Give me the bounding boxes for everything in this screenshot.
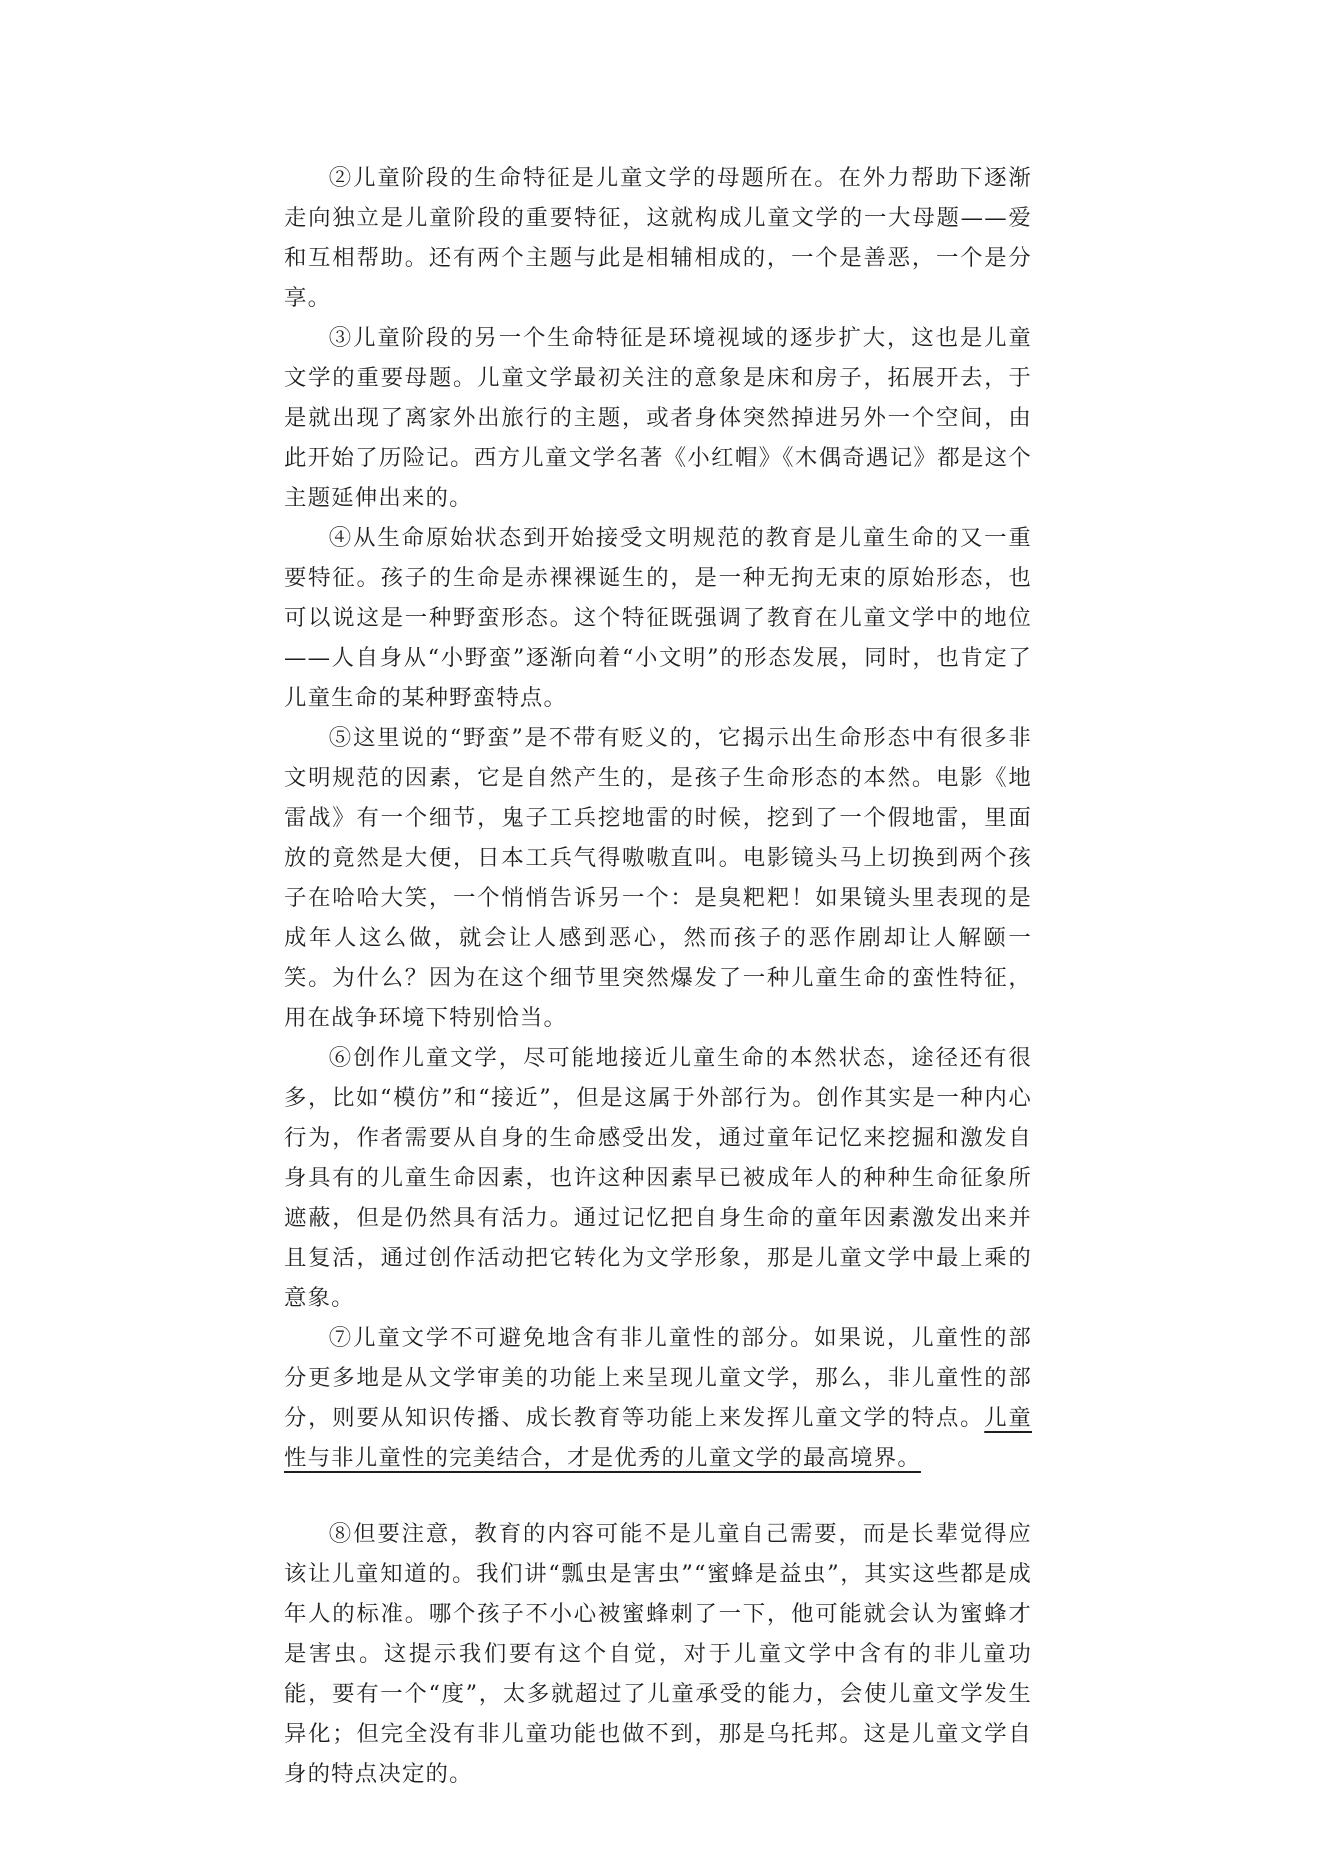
article-body xyxy=(284,158,1032,1794)
underlined-sentence: 儿童性与非儿童性的完美结合，才是优秀的儿童文学的最高境界。 xyxy=(284,1405,1032,1471)
paragraph-7-text: ⑦儿童文学不可避免地含有非儿童性的部分。如果说，儿童性的部分更多地是从文学审美的功能上来呈现儿童文学，那么，非儿童性的部分，则要从知识传播、成长教育等功能上来发挥儿童文学的特点。 xyxy=(284,1325,1032,1431)
paragraph-8: ⑧但要注意，教育的内容可能不是儿童自己需要，而是长辈觉得应该让儿童知道的。我们讲“瓢虫是害虫”“蜜蜂是益虫”，其实这些都是成年人的标准。哪个孩子不小心被蜜蜂刺了一下，他可能就会认为蜜蜂才是害虫。这提示我们要有这个自觉，对于儿童文学中含有的非儿童功能，要有一个“度”，太多就超过了儿童承受的能力，会使儿童文学发生异化；但完全没有非儿童功能也做不到，那是乌托邦。这是儿童文学自身的特点决定的。 xyxy=(284,1521,1032,1787)
paragraph-2: ②儿童阶段的生命特征是儿童文学的母题所在。在外力帮助下逐渐走向独立是儿童阶段的重要特征，这就构成儿童文学的一大母题——爱和互相帮助。还有两个主题与此是相辅相成的，一个是善恶，一个是分享。 xyxy=(284,165,1032,311)
paragraph-4: ④从生命原始状态到开始接受文明规范的教育是儿童生命的又一重要特征。孩子的生命是赤裸裸诞生的，是一种无拘无束的原始形态，也可以说这是一种野蛮形态。这个特征既强调了教育在儿童文学中的地位——人自身从“小野蛮”逐渐向着“小文明”的形态发展，同时，也肯定了儿童生命的某种野蛮特点。 xyxy=(284,525,1032,711)
paragraph-5: ⑤这里说的“野蛮”是不带有贬义的，它揭示出生命形态中有很多非文明规范的因素，它是自然产生的，是孩子生命形态的本然。电影《地雷战》有一个细节，鬼子工兵挖地雷的时候，挖到了一个假地雷，里面放的竟然是大便，日本工兵气得嗷嗷直叫。电影镜头马上切换到两个孩子在哈哈大笑，一个悄悄告诉另一个：是臭粑粑！如果镜头里表现的是成年人这么做，就会让人感到恶心，然而孩子的恶作剧却让人解颐一笑。为什么？因为在这个细节里突然爆发了一种儿童生命的蛮性特征，用在战争环境下特别恰当。 xyxy=(284,725,1032,1031)
paragraph-3: ③儿童阶段的另一个生命特征是环境视域的逐步扩大，这也是儿童文学的重要母题。儿童文学最初关注的意象是床和房子，拓展开去，于是就出现了离家外出旅行的主题，或者身体突然掉进另外一个空间，由此开始了历险记。西方儿童文学名著《小红帽》《木偶奇遇记》都是这个主题延伸出来的。 xyxy=(284,325,1032,511)
paragraph-6: ⑥创作儿童文学，尽可能地接近儿童生命的本然状态，途径还有很多，比如“模仿”和“接近”，但是这属于外部行为。创作其实是一种内心行为，作者需要从自身的生命感受出发，通过童年记忆来挖掘和激发自身具有的儿童生命因素，也许这种因素早已被成年人的种种生命征象所遮蔽，但是仍然具有活力。通过记忆把自身生命的童年因素激发出来并且复活，通过创作活动把它转化为文学形象，那是儿童文学中最上乘的意象。 xyxy=(284,1045,1032,1311)
paragraph-7 xyxy=(284,1318,1032,1478)
